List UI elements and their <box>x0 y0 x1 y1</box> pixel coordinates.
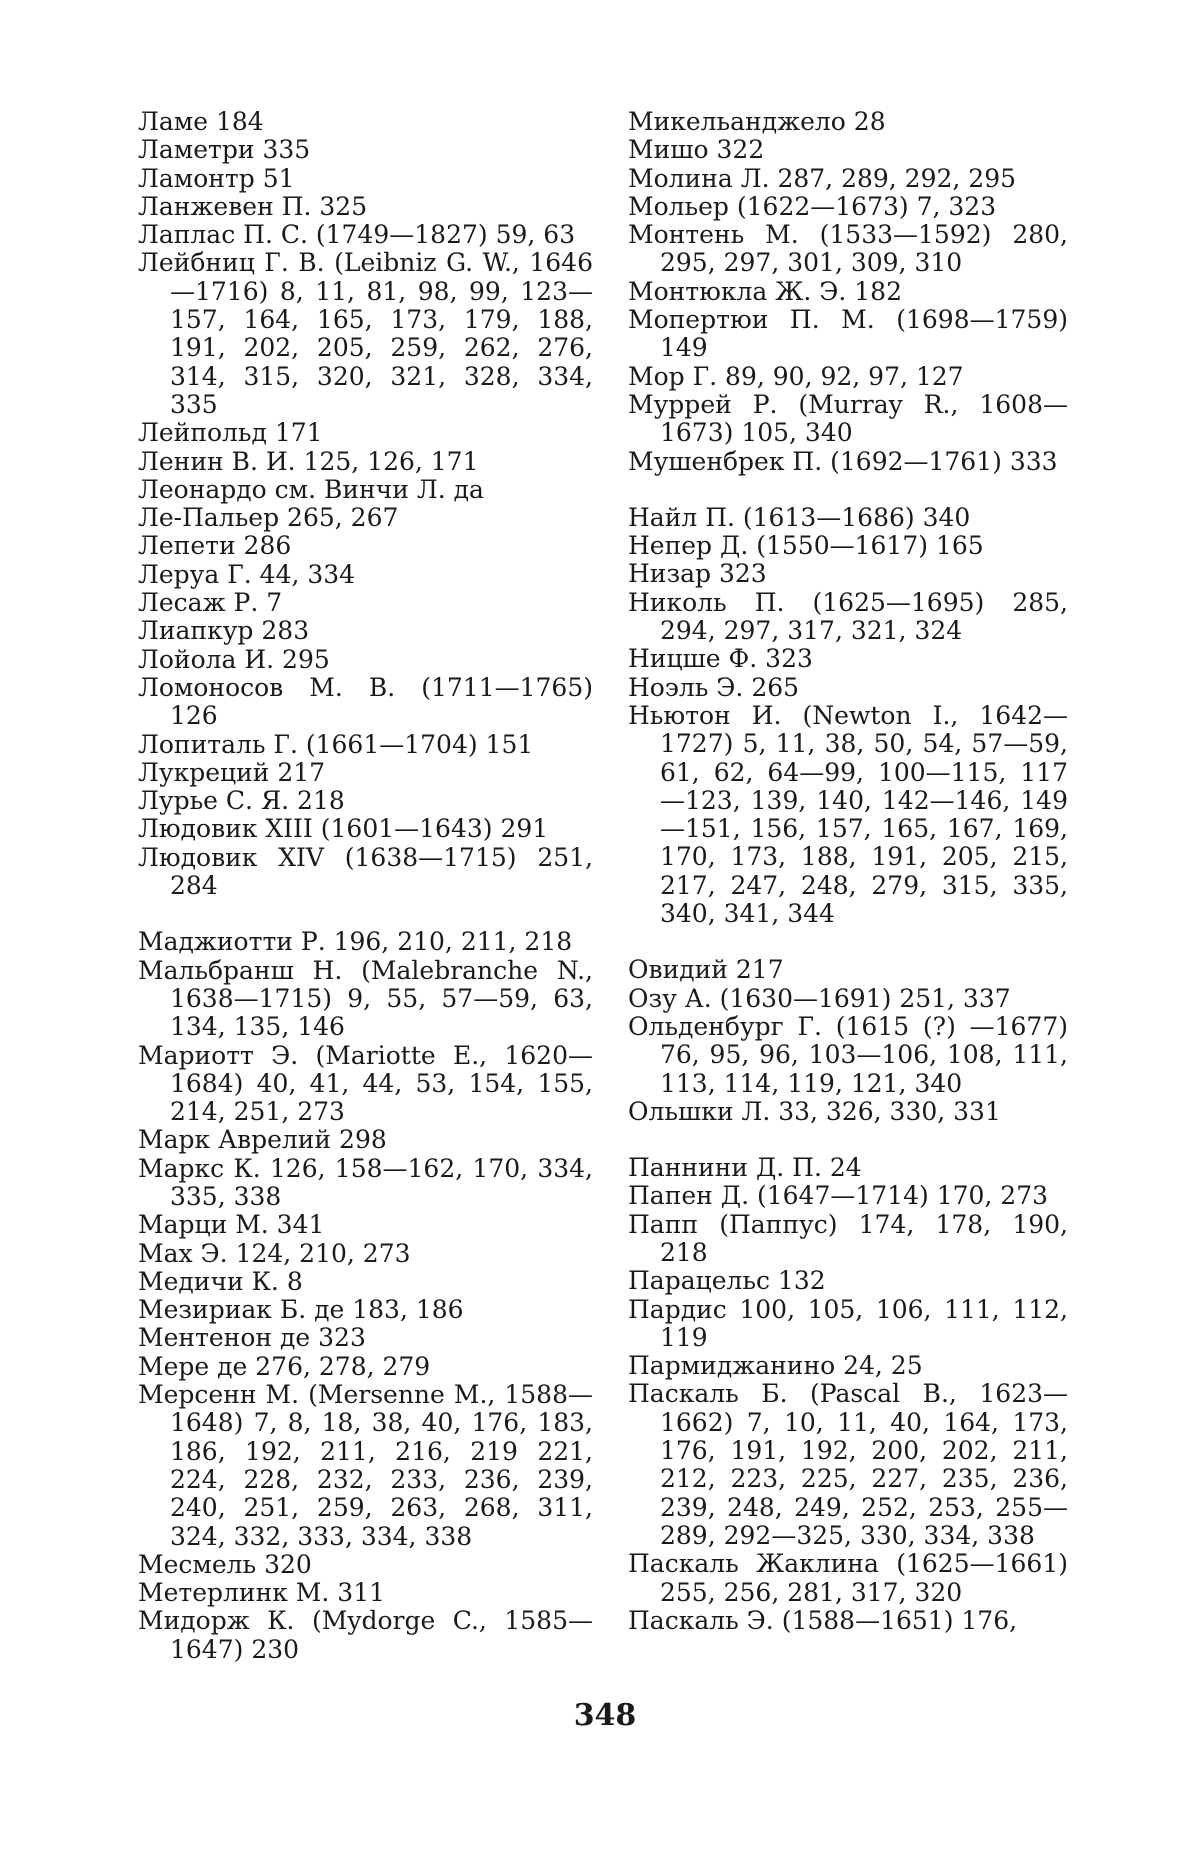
index-entry: Ломоносов М. В. (1711—1765) 126 <box>138 672 601 731</box>
index-entry: Ламетри 335 <box>138 135 311 165</box>
index-entry: Лойола И. 295 <box>138 644 330 674</box>
index-entry: Мольер (1622—1673) 7, 323 <box>628 191 997 221</box>
index-entry: Мах Э. 124, 210, 273 <box>138 1238 411 1268</box>
index-entry: Ольденбург Г. (1615 (?) —1677) 76, 95, 96, 103—106, 108, 111, 113, 114, 119, 121, 340 <box>628 1011 1076 1098</box>
index-entry: Лиапкур 283 <box>138 616 310 646</box>
index-entry: Озу А. (1630—1691) 251, 337 <box>628 983 1011 1013</box>
index-entry: Найл П. (1613—1686) 340 <box>628 502 971 532</box>
index-entry: Мишо 322 <box>628 135 765 165</box>
index-entry: Ле-Пальер 265, 267 <box>138 503 399 533</box>
index-entry: Леруа Г. 44, 334 <box>138 559 356 589</box>
index-entry: Маджиотти Р. 196, 210, 211, 218 <box>138 927 573 957</box>
index-column-left <box>138 107 601 1664</box>
index-entry: Лейбниц Г. В. (Leibniz G. W., 1646—1716) 8, 11, 81, 98, 99, 123—157, 164, 165, 173, 179, 188, 191, 202, 205, 259, 262, 276, 314, 315, 320, 321, 328, 334, 335 <box>138 248 601 419</box>
index-entry: Пардис 100, 105, 106, 111, 112, 119 <box>628 1294 1076 1352</box>
index-entry: Лукреций 217 <box>138 757 326 787</box>
index-entry: Лаплас П. С. (1749—1827) 59, 63 <box>138 220 576 250</box>
index-entry: Лейпольд 171 <box>138 418 323 448</box>
index-entry: Мерсенн М. (Mersenne M., 1588—1648) 7, 8, 18, 38, 40, 176, 183, 186, 192, 211, 216, 219 221, 224, 228, 232, 233, 236, 239, 240, 251, 259, 263, 268, 311, 324, 332, 333, 334, 338 <box>138 1380 601 1551</box>
index-entry: Паскаль Э. (1588—1651) 176, <box>628 1605 1018 1635</box>
index-entry: Ольшки Л. 33, 326, 330, 331 <box>628 1096 1001 1126</box>
page-number: 348 <box>573 1698 637 1733</box>
index-entry: Метерлинк М. 311 <box>138 1578 386 1608</box>
index-entry: Мопертюи П. М. (1698—1759) 149 <box>628 305 1076 363</box>
index-entry: Папен Д. (1647—1714) 170, 273 <box>628 1181 1049 1211</box>
index-entry: Монтюкла Ж. Э. 182 <box>628 276 902 306</box>
index-entry: Ланжевен П. 325 <box>138 191 368 221</box>
index-entry: Микельанджело 28 <box>628 107 886 136</box>
index-entry: Мариотт Э. (Mariotte E., 1620—1684) 40, 41, 44, 53, 154, 155, 214, 251, 273 <box>138 1040 601 1127</box>
index-entry: Ментенон де 323 <box>138 1323 366 1353</box>
index-entry: Папп (Паппус) 174, 178, 190, 218 <box>628 1209 1076 1267</box>
index-entry: Мидорж К. (Mydorge C., 1585—1647) 230 <box>138 1606 593 1664</box>
index-entry: Ленин В. И. 125, 126, 171 <box>138 446 479 476</box>
index-entry: Паскаль Б. (Pascal B., 1623—1662) 7, 10, 11, 40, 164, 173, 176, 191, 192, 200, 202, 211, 212, 223, 225, 227, 235, 236, 239, 248, 249, 252, 253, 255—289, 292—325, 330, 334, 338 <box>628 1379 1076 1550</box>
index-entry: Ламонтр 51 <box>138 163 295 193</box>
index-entry: Овидий 217 <box>628 955 784 985</box>
index-entry: Молина Л. 287, 289, 292, 295 <box>628 163 1017 193</box>
index-entry: Низар 323 <box>628 559 767 589</box>
index-entry: Николь П. (1625—1695) 285, 294, 297, 317, 321, 324 <box>628 587 1076 646</box>
index-entry: Ньютон И. (Newton I., 1642—1727) 5, 11, 38, 50, 54, 57—59, 61, 62, 64—99, 100—115, 117—123, 139, 140, 142—146, 149—151, 156, 157, 165, 167, 169, 170, 173, 188, 191, 205, 215, 217, 247, 248, 279, 315, 335, 340, 341, 344 <box>628 700 1076 929</box>
index-entry: Парацельс 132 <box>628 1266 826 1296</box>
index-entry: Непер Д. (1550—1617) 165 <box>628 531 984 561</box>
index-entry: Паннини Д. П. 24 <box>628 1153 862 1183</box>
index-entry: Людовик XIII (1601—1643) 291 <box>138 814 549 844</box>
index-entry: Маркс К. 126, 158—162, 170, 334, 335, 338 <box>138 1153 601 1211</box>
index-entry: Лесаж Р. 7 <box>138 588 283 618</box>
index-entry: Людовик XIV (1638—1715) 251, 284 <box>138 842 601 901</box>
index-entry: Пармиджанино 24, 25 <box>628 1351 923 1381</box>
index-entry: Леонардо см. Винчи Л. да <box>138 474 484 504</box>
index-entry: Паскаль Жаклина (1625—1661) 255, 256, 281, 317, 320 <box>628 1549 1076 1607</box>
index-entry: Месмель 320 <box>138 1549 312 1579</box>
index-entry: Мор Г. 89, 90, 92, 97, 127 <box>628 361 964 391</box>
index-entry: Мере де 276, 278, 279 <box>138 1351 431 1381</box>
index-entry: Ламе 184 <box>138 107 264 136</box>
index-entry: Марк Аврелий 298 <box>138 1125 387 1155</box>
index-entry: Мальбранш Н. (Malebranche N., 1638—1715) 9, 55, 57—59, 63, 134, 135, 146 <box>138 955 601 1042</box>
index-entry: Мушенбрек П. (1692—1761) 333 <box>628 446 1058 476</box>
index-entry: Лепети 286 <box>138 531 292 561</box>
index-column-right <box>628 107 1076 1635</box>
index-entry: Муррей Р. (Murray R., 1608—1673) 105, 340 <box>628 389 1068 448</box>
index-entry: Ницше Ф. 323 <box>628 644 813 674</box>
index-entry: Лопиталь Г. (1661—1704) 151 <box>138 729 534 759</box>
index-entry: Марци М. 341 <box>138 1210 325 1240</box>
index-entry: Монтень М. (1533—1592) 280, 295, 297, 301, 309, 310 <box>628 220 1076 278</box>
index-entry: Медичи К. 8 <box>138 1266 303 1296</box>
index-entry: Ноэль Э. 265 <box>628 672 800 702</box>
index-entry: Лурье С. Я. 218 <box>138 786 345 816</box>
index-entry: Мезириак Б. де 183, 186 <box>138 1295 464 1325</box>
